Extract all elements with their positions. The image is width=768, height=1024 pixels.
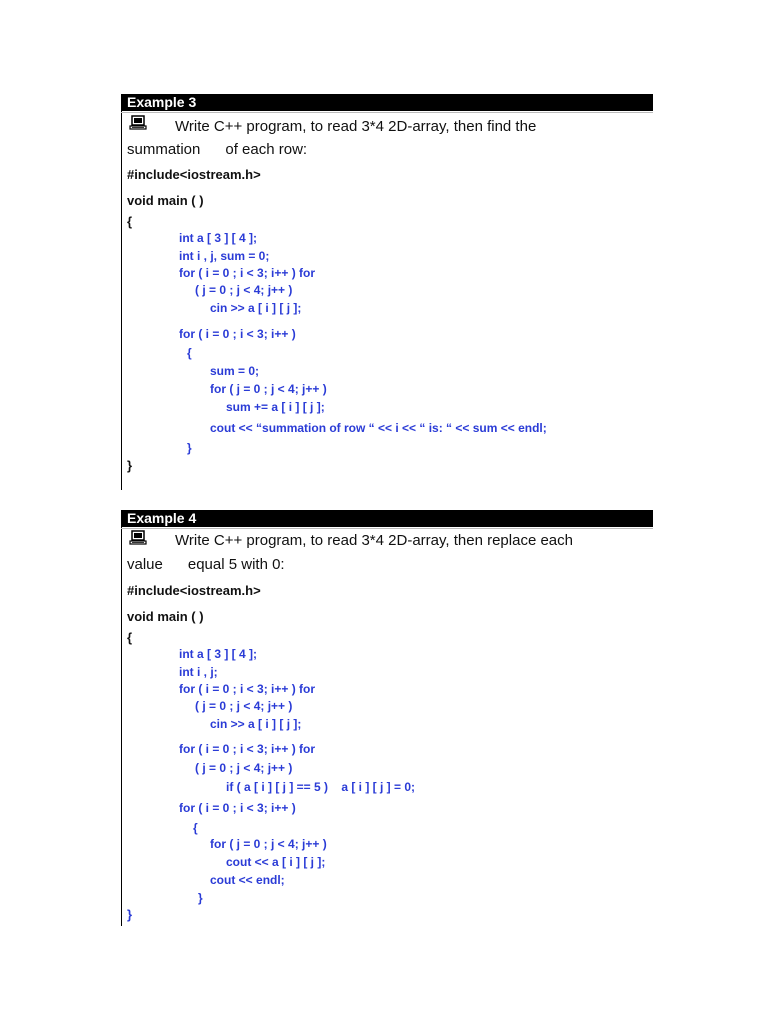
example-4-close-brace: } (127, 907, 133, 922)
code-line: { (187, 346, 192, 360)
example-3-include: #include<iostream.h> (127, 167, 261, 182)
example-4-task-line-2: value equal 5 with 0: (127, 556, 285, 573)
code-line: int a [ 3 ] [ 4 ]; (179, 231, 257, 245)
code-line: for ( i = 0 ; i < 3; i++ ) (179, 327, 296, 341)
code-line: int i , j; (179, 665, 218, 679)
example-3-task-line-2: summation of each row: (127, 141, 308, 158)
code-line: cout << “summation of row “ << i << “ is: “ << sum << endl; (210, 421, 547, 435)
example-3-divider (121, 112, 653, 113)
code-line: cout << endl; (210, 873, 285, 887)
code-line: cin >> a [ i ] [ j ]; (210, 301, 302, 315)
code-line: for ( j = 0 ; j < 4; j++ ) (210, 837, 327, 851)
example-4-left-rule (121, 527, 122, 926)
computer-icon (129, 115, 147, 131)
example-3-close-brace: } (127, 458, 133, 473)
code-line: sum = 0; (210, 364, 260, 378)
code-line: for ( i = 0 ; i < 3; i++ ) for (179, 742, 316, 756)
code-line: for ( i = 0 ; i < 3; i++ ) for (179, 682, 316, 696)
code-line: int a [ 3 ] [ 4 ]; (179, 647, 257, 661)
computer-icon (129, 530, 147, 546)
example-4-main-signature: void main ( ) (127, 609, 204, 624)
code-line: } (187, 441, 192, 455)
code-line: cin >> a [ i ] [ j ]; (210, 717, 302, 731)
example-4-title: Example 4 (121, 510, 653, 527)
code-line: for ( i = 0 ; i < 3; i++ ) for (179, 266, 316, 280)
code-line: { (193, 821, 198, 835)
example-3-title: Example 3 (121, 94, 653, 111)
example-3-task-line-1: Write C++ program, to read 3*4 2D-array, then find the (175, 118, 537, 135)
code-line: ( j = 0 ; j < 4; j++ ) (195, 761, 293, 775)
example-4-divider (121, 528, 653, 529)
example-3-main-signature: void main ( ) (127, 193, 204, 208)
example-3-open-brace: { (127, 214, 133, 229)
code-line: } (198, 891, 203, 905)
example-4-include: #include<iostream.h> (127, 583, 261, 598)
code-line: for ( i = 0 ; i < 3; i++ ) (179, 801, 296, 815)
example-4-task-line-1: Write C++ program, to read 3*4 2D-array, then replace each (175, 532, 573, 549)
code-line: if ( a [ i ] [ j ] == 5 ) a [ i ] [ j ] = 0; (226, 780, 416, 794)
code-line: int i , j, sum = 0; (179, 249, 270, 263)
example-4-section (121, 510, 653, 926)
example-4-open-brace: { (127, 630, 133, 645)
code-line: cout << a [ i ] [ j ]; (226, 855, 326, 869)
code-line: sum += a [ i ] [ j ]; (226, 400, 325, 414)
code-line: ( j = 0 ; j < 4; j++ ) (195, 283, 293, 297)
code-line: for ( j = 0 ; j < 4; j++ ) (210, 382, 327, 396)
example-3-section (121, 94, 653, 490)
code-line: ( j = 0 ; j < 4; j++ ) (195, 699, 293, 713)
example-3-left-rule (121, 111, 122, 490)
